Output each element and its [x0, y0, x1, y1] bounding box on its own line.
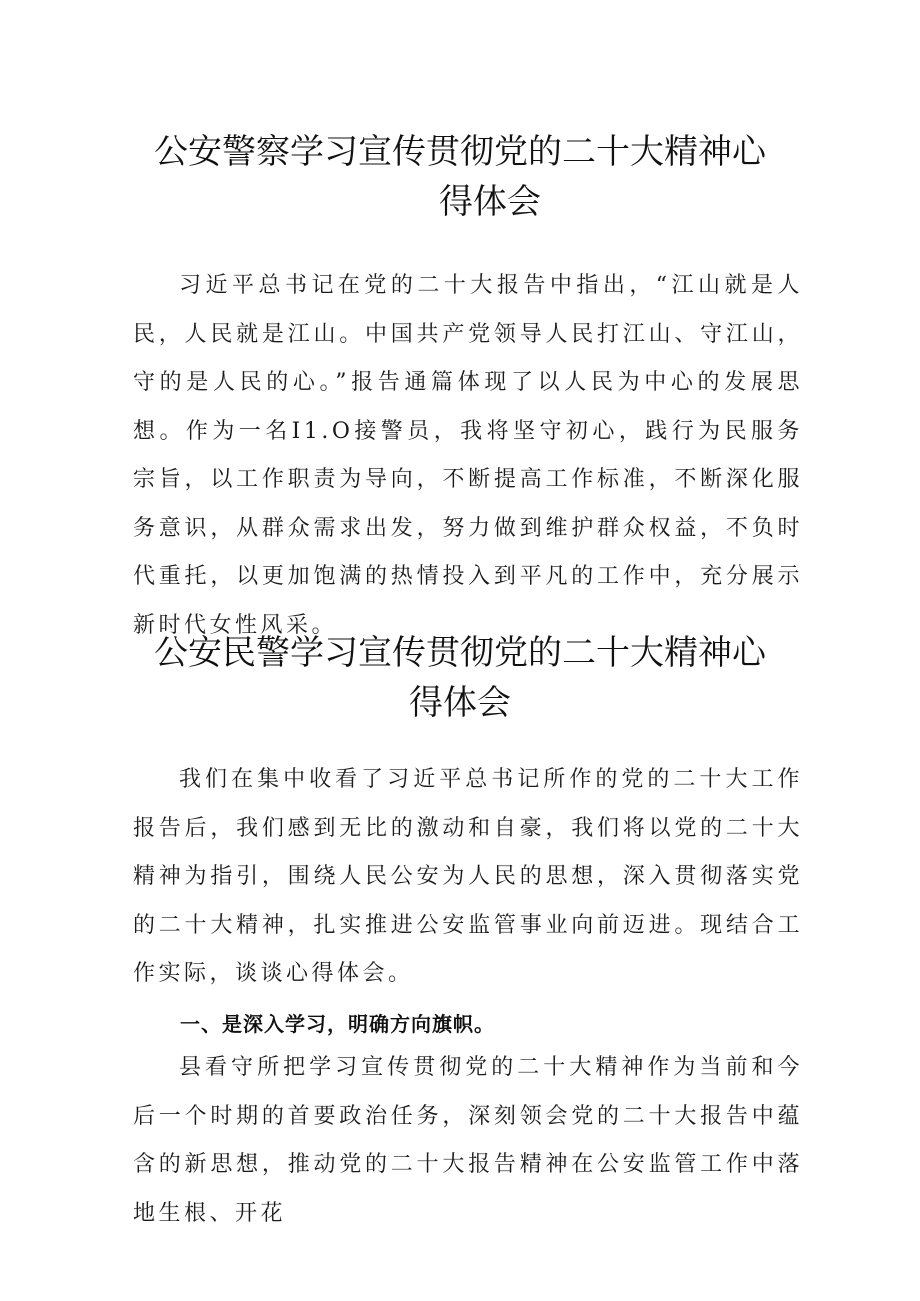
article-title-1-line-2: 得体会: [439, 182, 541, 222]
article-1-paragraph: 习近平总书记在党的二十大报告中指出，“江山就是人民，人民就是江山。中国共产党领导人民打江山、守江山，守的是人民的心。”报告通篇体现了以人民为中心的发展思想。作为一名I1.O接警员，我将坚守初心，践行为民服务宗旨，以工作职责为导向，不断提高工作标准，不断深化服务意识，从群众需求出发，努力做到维护群众权益，不负时代重托，以更加饱满的热情投入到平凡的工作中，充分展示新时代女性风采。: [133, 273, 803, 638]
article-title-2: [0, 628, 920, 728]
article-title-2-line-2: 得体会: [409, 683, 511, 723]
article-title-1-line-1: 公安警察学习宣传贯彻党的二十大精神心: [154, 132, 766, 172]
article-2-paragraph-1: 我们在集中收看了习近平总书记所作的党的二十大工作报告后，我们感到无比的激动和自豪，我们将以党的二十大精神为指引，围绕人民公安为人民的思想，深入贯彻落实党的二十大精神，扎实推进公安监管事业向前迈进。现结合工作实际，谈谈心得体会。: [133, 767, 803, 986]
article-2-subheading: 一、是深入学习，明确方向旗帜。: [180, 1012, 495, 1036]
article-title-1: [0, 127, 920, 227]
article-title-2-line-1: 公安民警学习宣传贯彻党的二十大精神心: [154, 633, 766, 673]
article-2-paragraph-2: 县看守所把学习宣传贯彻党的二十大精神作为当前和今后一个时期的首要政治任务，深刻领会党的二十大报告中蕴含的新思想，推动党的二十大报告精神在公安监管工作中落地生根、开花: [133, 1055, 803, 1226]
